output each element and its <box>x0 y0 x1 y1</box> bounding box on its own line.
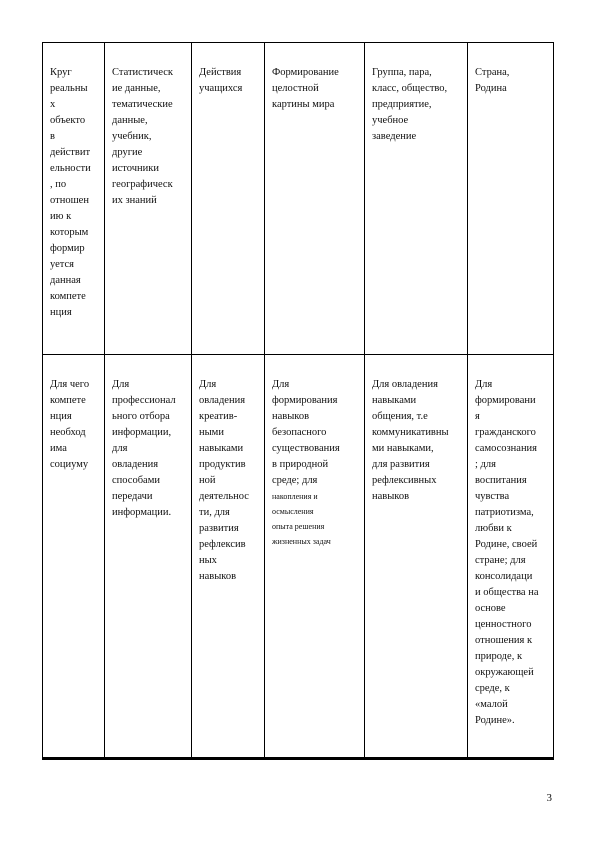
table-cell <box>468 43 554 355</box>
cell-line: предприятие, <box>372 99 432 110</box>
cell-line: креатив- <box>199 411 238 423</box>
cell-line: я <box>475 411 480 423</box>
cell-line: в природной <box>272 459 329 471</box>
cell-line: х <box>50 99 56 110</box>
cell-line: деятельнос <box>199 491 249 503</box>
cell-line: любви к <box>475 523 512 535</box>
cell-line: Для овладения <box>372 379 438 391</box>
cell-line: информации, <box>112 427 172 439</box>
page-number: 3 <box>546 792 552 804</box>
cell-line: географическ <box>112 179 173 190</box>
cell-line: природе, к <box>475 651 523 663</box>
cell-line: социуму <box>50 459 89 471</box>
table-cell <box>43 43 105 355</box>
cell-line: Статистическ <box>112 67 174 78</box>
cell-line: заведение <box>372 131 417 142</box>
cell-line: среде, к <box>475 683 510 695</box>
cell-line: формирования <box>272 395 338 407</box>
cell-line: консолидаци <box>475 571 533 583</box>
table-cell <box>365 355 468 759</box>
table-cell <box>468 355 554 759</box>
cell-line: ной <box>199 475 216 487</box>
cell-line: ценностного <box>475 619 532 631</box>
cell-line: среде; для <box>272 475 318 487</box>
cell-line: отношен <box>50 195 89 206</box>
cell-line: и общества на <box>475 587 539 599</box>
table-cell <box>105 355 192 759</box>
cell-line-small: накопления и <box>272 492 318 502</box>
cell-line: ие данные, <box>112 83 161 94</box>
cell-line: Родине, своей <box>475 539 538 551</box>
cell-line: Страна, <box>475 67 510 78</box>
cell-line: Для <box>199 379 217 391</box>
table-cell <box>265 355 365 759</box>
cell-line: Родине». <box>475 715 515 727</box>
cell-line: патриотизма, <box>475 507 534 519</box>
cell-line: которым <box>50 227 89 238</box>
cell-line: реальны <box>50 83 88 94</box>
cell-line: учебное <box>372 115 409 126</box>
cell-line: овладения <box>199 395 246 407</box>
cell-line: уется <box>50 259 74 270</box>
cell-line: источники <box>112 163 159 174</box>
table-cell <box>192 43 265 355</box>
cell-line: другие <box>112 147 143 158</box>
cell-line-small: осмысления <box>272 507 314 517</box>
cell-line: основе <box>475 603 506 615</box>
cell-line: безопасного <box>272 427 327 439</box>
cell-line: ; для <box>475 459 496 471</box>
cell-line: данные, <box>112 115 148 126</box>
table-cell <box>365 43 468 355</box>
cell-line: «малой <box>475 699 508 711</box>
table-cell <box>105 43 192 355</box>
cell-line: навыков <box>272 411 310 423</box>
cell-line: рефлексив <box>199 539 246 551</box>
content-table <box>42 42 554 760</box>
cell-line: Круг <box>50 67 72 78</box>
cell-line: Для <box>272 379 290 391</box>
cell-line: продуктив <box>199 459 246 471</box>
cell-line: навыков <box>372 491 410 503</box>
cell-line: Группа, пара, <box>372 67 432 78</box>
cell-line: , по <box>50 179 67 190</box>
cell-line: нция <box>50 307 72 318</box>
cell-line-small: опыта решения <box>272 522 325 532</box>
cell-line: ельности <box>50 163 91 174</box>
cell-line: Родина <box>475 83 507 94</box>
cell-line: формир <box>50 243 85 254</box>
cell-line: навыками <box>199 443 244 455</box>
cell-line: формировани <box>475 395 536 407</box>
cell-line: Действия <box>199 67 242 78</box>
cell-line: нция <box>50 411 72 423</box>
cell-line-small: жизненных задач <box>272 537 331 547</box>
cell-line: окружающей <box>475 667 534 679</box>
cell-line: гражданского <box>475 427 536 439</box>
cell-line: стране; для <box>475 555 526 567</box>
cell-line: ми навыками, <box>372 443 434 455</box>
cell-line: для развития <box>372 459 430 471</box>
cell-line: развития <box>199 523 239 535</box>
cell-line: Для чего <box>50 379 90 391</box>
cell-line: необход <box>50 427 86 439</box>
cell-line: ти, для <box>199 507 230 519</box>
cell-line: навыками <box>372 395 417 407</box>
cell-line: рефлексивных <box>372 475 437 487</box>
cell-line: картины мира <box>272 99 335 110</box>
cell-line: объекто <box>50 115 86 126</box>
cell-line: Для <box>475 379 493 391</box>
cell-line: для <box>112 443 128 455</box>
cell-line: компете <box>50 395 86 407</box>
table-cell <box>43 355 105 759</box>
cell-line: компете <box>50 291 86 302</box>
cell-line: информации. <box>112 507 172 519</box>
cell-line: учащихся <box>199 83 243 94</box>
cell-line: передачи <box>112 491 153 503</box>
table-row <box>43 43 554 355</box>
cell-line: способами <box>112 475 160 487</box>
cell-line: ных <box>199 555 217 567</box>
cell-line: профессионал <box>112 395 176 407</box>
cell-line: коммуникативны <box>372 427 449 439</box>
cell-line: в <box>50 131 55 142</box>
cell-line: целостной <box>272 83 319 94</box>
cell-line: общения, т.е <box>372 411 428 423</box>
cell-line: данная <box>50 275 81 286</box>
cell-line: класс, общество, <box>372 83 448 94</box>
cell-line: их знаний <box>112 195 157 206</box>
cell-line: самосознания <box>475 443 538 455</box>
cell-line: отношения к <box>475 635 533 647</box>
cell-line: има <box>50 443 67 455</box>
cell-line: тематические <box>112 99 173 110</box>
cell-line: воспитания <box>475 475 527 487</box>
cell-line: Формирование <box>272 67 339 78</box>
cell-line: существования <box>272 443 340 455</box>
cell-line: овладения <box>112 459 159 471</box>
cell-line: чувства <box>475 491 510 503</box>
cell-line: навыков <box>199 571 237 583</box>
cell-line: ию к <box>50 211 72 222</box>
table-cell <box>265 43 365 355</box>
cell-line: ными <box>199 427 224 439</box>
cell-line: действит <box>50 147 91 158</box>
table-cell <box>192 355 265 759</box>
cell-line: ьного отбора <box>112 411 170 423</box>
table-row <box>43 355 554 759</box>
cell-line: учебник, <box>112 131 152 142</box>
cell-line: Для <box>112 379 130 391</box>
